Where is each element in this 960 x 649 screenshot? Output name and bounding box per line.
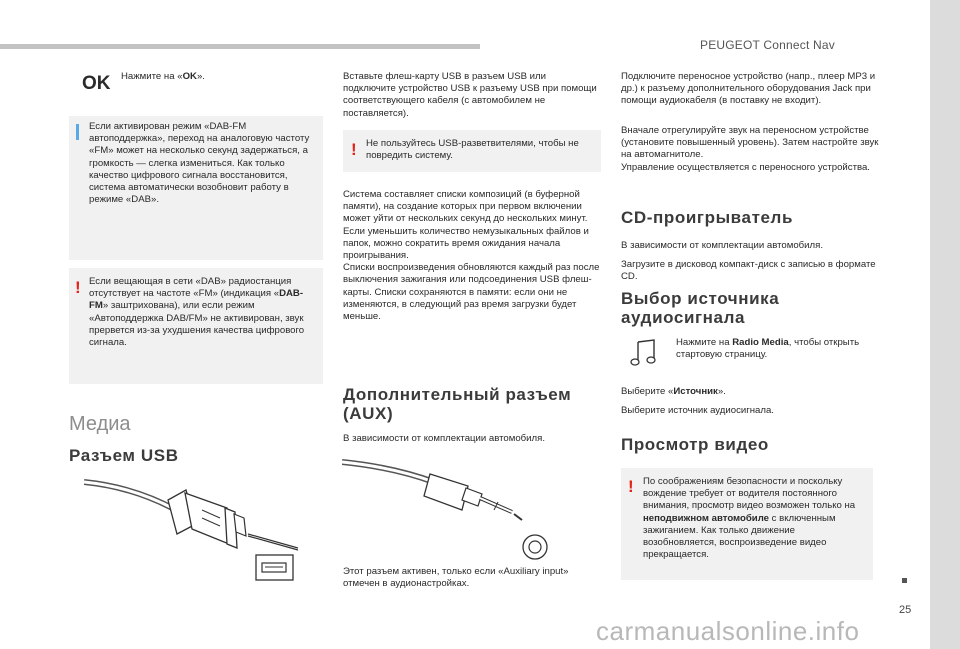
info-icon [76, 124, 79, 140]
usb-heading: Разъем USB [69, 446, 179, 465]
end-marker-icon [902, 578, 907, 583]
warning-icon: ! [351, 140, 357, 159]
select-source-text: Выберите источник аудиосигнала. [621, 405, 774, 416]
watermark: carmanualsonline.info [596, 616, 860, 646]
warning-icon: ! [75, 278, 81, 297]
media-heading: Медиа [69, 413, 131, 435]
warning-note-hub-text: Не пользуйтесь USB-разветвителями, чтобы не повредить систему. [366, 138, 579, 162]
ok-label-icon: OK [82, 73, 111, 94]
connect-text: Подключите переносное устройство (напр., плеер MP3 и др.) к разъему дополнительного оборудования Jack при помощи аудиокабеля (в поставку не входит). [621, 71, 876, 107]
music-note-icon [630, 338, 658, 368]
usb-port-icon [255, 554, 295, 582]
select-source-step: Выберите «Источник». [621, 386, 726, 397]
aux-depends: В зависимости от комплектации автомобиля. [343, 433, 545, 444]
aux-active-text: Этот разъем активен, только если «Auxiliary input» отмечен в аудионастройках. [343, 566, 569, 590]
usb-instruction: Вставьте флеш-карту USB в разъем USB или подключите устройство USB к разъему USB при помощи соответствующего кабеля (с автомобилем не поставляется). [343, 71, 597, 119]
side-strip [930, 0, 960, 649]
ok-instruction: Нажмите на «OK». [121, 71, 205, 82]
header-rule [0, 44, 480, 49]
cd-load: Загрузите в дисковод компакт-диск с записью в формате CD. [621, 259, 876, 283]
warning-icon: ! [628, 477, 634, 496]
info-note-text: Если активирован режим «DAB-FM автоподдержка», переход на аналоговую частоту «FM» может на несколько секунд задержаться, а громкость — слегка измениться. Как только качество цифрового сигнала восстановится, система автоматически возобновит работу в режиме «DAB». [89, 121, 310, 206]
radio-media-instruction: Нажмите на Radio Media, чтобы открыть стартовую страницу. [676, 337, 860, 361]
warning-note-video-text: По соображениям безопасности и поскольку вождение требует от водителя постоянного внимания, просмотр видео возможен только на неподвижном автомобиле с включенным зажиганием. Как только движение возобновляется, воспроизведение видео прекращается. [643, 476, 856, 561]
video-heading: Просмотр видео [621, 435, 769, 454]
aux-port-icon [520, 532, 550, 562]
source-heading: Выбор источника аудиосигнала [621, 289, 780, 327]
warning-note-text: Если вещающая в сети «DAB» радиостанция отсутствует на частоте «FM» (индикация «DAB-FM» заштрихована), или если режим «Автоподдержка DAB/FM» не активирован, звук прервется из-за ухудшения качества цифрового сигнала. [89, 276, 305, 349]
playlist-text: Система составляет списки композиций (в буферной памяти), на создание которых при первом включении может уйти от нескольких секунд до нескольких минут. Если уменьшить количество немузыкальных файлов и папок, можно сократить время ожидания начала проигрывания. Списки воспроизведения обновляются каждый раз после выключения зажигания или подсоединения USB флеш-карты. Списки сохраняются в памяти: если они не изменяются, в следующий раз время загрузки будет меньше. [343, 189, 600, 323]
aux-heading: Дополнительный разъем (AUX) [343, 385, 572, 423]
volume-text: Вначале отрегулируйте звук на переносном устройстве (установите повышенный уровень). Затем настройте звук на автомагнитоле. Управление осуществляется с переносного устройства. [621, 125, 879, 173]
page-header: PEUGEOT Connect Nav [700, 38, 835, 52]
cd-depends: В зависимости от комплектации автомобиля. [621, 240, 823, 251]
cd-heading: CD-проигрыватель [621, 208, 793, 227]
page-number: 25 [899, 604, 912, 616]
